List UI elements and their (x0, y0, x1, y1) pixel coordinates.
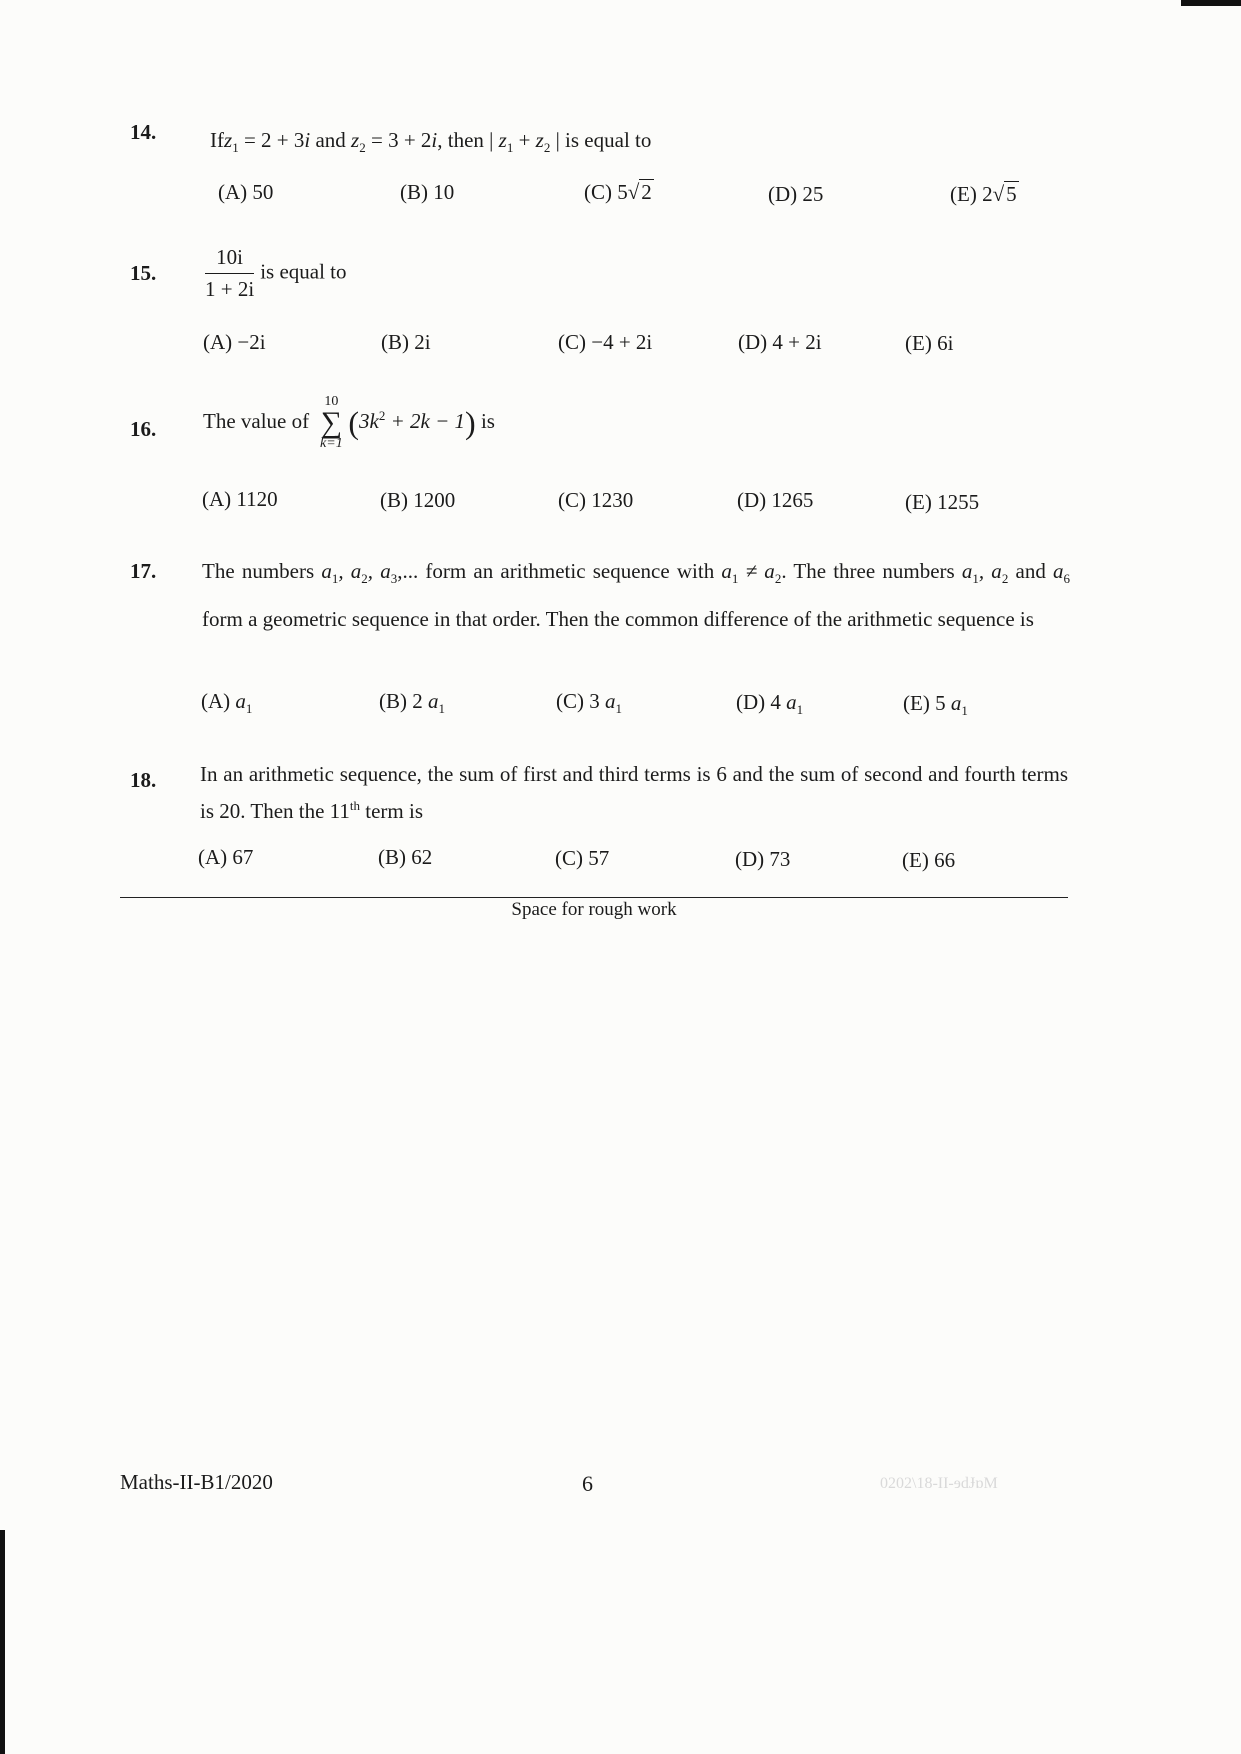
question-text: Ifz$_1$ = 2 + 3i and $z_2 = 3 + 2i$, then | $z_1 + z_2$ | is equal to (210, 128, 652, 156)
option-d[interactable]: (D) 4 + 2i (738, 330, 822, 354)
question-number: 16. (130, 417, 157, 441)
question-text: The value of 10 ∑ k=1 $(3k^2 + 2k - 1)$ is (203, 394, 495, 451)
option-d[interactable]: (D) 73 (735, 847, 791, 871)
sqrt-symbol: √2 (627, 180, 652, 204)
option-a[interactable]: (A) 67 (198, 845, 254, 869)
option-d[interactable]: (D) 4 $a_1$ (736, 690, 804, 718)
option-e[interactable]: (E) 2√5 (950, 182, 1017, 206)
option-b[interactable]: (B) 10 (400, 180, 455, 204)
option-e[interactable]: (E) 6i (905, 331, 954, 355)
sqrt-symbol: √5 (992, 182, 1017, 206)
fraction (205, 245, 254, 302)
option-c[interactable]: (C) 1230 (558, 488, 634, 512)
paper-code: Maths-II-B1/2020 (120, 1470, 273, 1494)
scan-edge-mark (1181, 0, 1241, 6)
option-a[interactable]: (A) 50 (218, 180, 274, 204)
summation-symbol: 10 ∑ k=1 (320, 394, 343, 451)
question-text: In an arithmetic sequence, the sum of first and third terms is 6 and the sum of second and fourth terms is 20. Then the 11th term is (200, 762, 1068, 823)
option-b[interactable]: (B) 62 (378, 845, 433, 869)
option-a[interactable]: (A) 1120 (202, 487, 278, 511)
option-a[interactable]: (A) −2i (203, 330, 266, 354)
option-a[interactable]: (A) $a_1$ (201, 689, 253, 717)
page-number: 6 (582, 1471, 593, 1496)
option-c[interactable]: (C) 3 $a_1$ (556, 689, 622, 717)
question-number: 17. (130, 559, 157, 583)
option-d[interactable]: (D) 1265 (737, 488, 814, 512)
option-b[interactable]: (B) 2 $a_1$ (379, 689, 445, 717)
option-c[interactable]: (C) −4 + 2i (558, 330, 653, 354)
fraction-denominator: 1 + 2i (205, 277, 255, 301)
fraction-numerator: 10i (205, 245, 254, 274)
option-b[interactable]: (B) 2i (381, 330, 431, 354)
option-d[interactable]: (D) 25 (768, 182, 824, 206)
rough-work-label: Space for rough work (511, 899, 677, 920)
option-e[interactable]: (E) 1255 (905, 490, 980, 514)
option-e[interactable]: (E) 5 $a_1$ (903, 691, 968, 719)
option-c[interactable]: (C) 5√2 (584, 180, 652, 204)
question-number: 15. (130, 261, 157, 285)
option-c[interactable]: (C) 57 (555, 846, 610, 870)
question-number: 18. (130, 768, 157, 792)
divider-line (120, 897, 1068, 898)
question-number: 14. (130, 120, 157, 144)
option-b[interactable]: (B) 1200 (380, 488, 456, 512)
option-e[interactable]: (E) 66 (902, 848, 956, 872)
question-text: $\frac{10i}{1 + 2i}$ is equal to (205, 245, 347, 301)
scan-edge-mark (0, 1530, 5, 1754)
bleed-through-text: 0202\18-II-ɘdɈɒM (880, 1475, 998, 1492)
question-text: The numbers $a_1$, $a_2$, $a_3$,... form an arithmetic sequence with $a_1 \ne a_2$. The three numbers $a_1$, $a_2$ and $a_6$ form a geometric sequence in that order. Then the common difference of the arithmetic sequence is (202, 559, 1071, 632)
